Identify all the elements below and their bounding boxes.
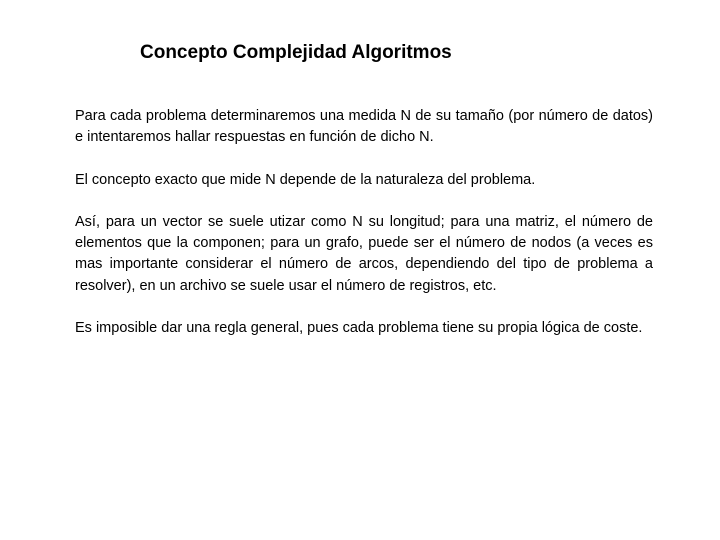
paragraph-general-rule: Es imposible dar una regla general, pues cada problema tiene su propia lógica de coste. — [75, 320, 643, 337]
paragraph-problem-size: Para cada problema determinaremos una medida N de su tamaño (por número de datos) e intentaremos hallar respuestas en función de dicho N. — [75, 108, 653, 146]
slide-title: Concepto Complejidad Algoritmos — [140, 42, 452, 63]
paragraph-examples: Así, para un vector se suele utizar como N su longitud; para una matriz, el número de elementos que la componen; para un grafo, puede ser el número de nodos (a veces es mas importante considerar el número de arcos, dependiendo del tipo de problema a resolver), en un archivo se suele usar el número de registros, etc. — [75, 213, 653, 294]
slide-body — [75, 106, 653, 360]
paragraph-concept-n: El concepto exacto que mide N depende de la naturaleza del problema. — [75, 171, 536, 188]
